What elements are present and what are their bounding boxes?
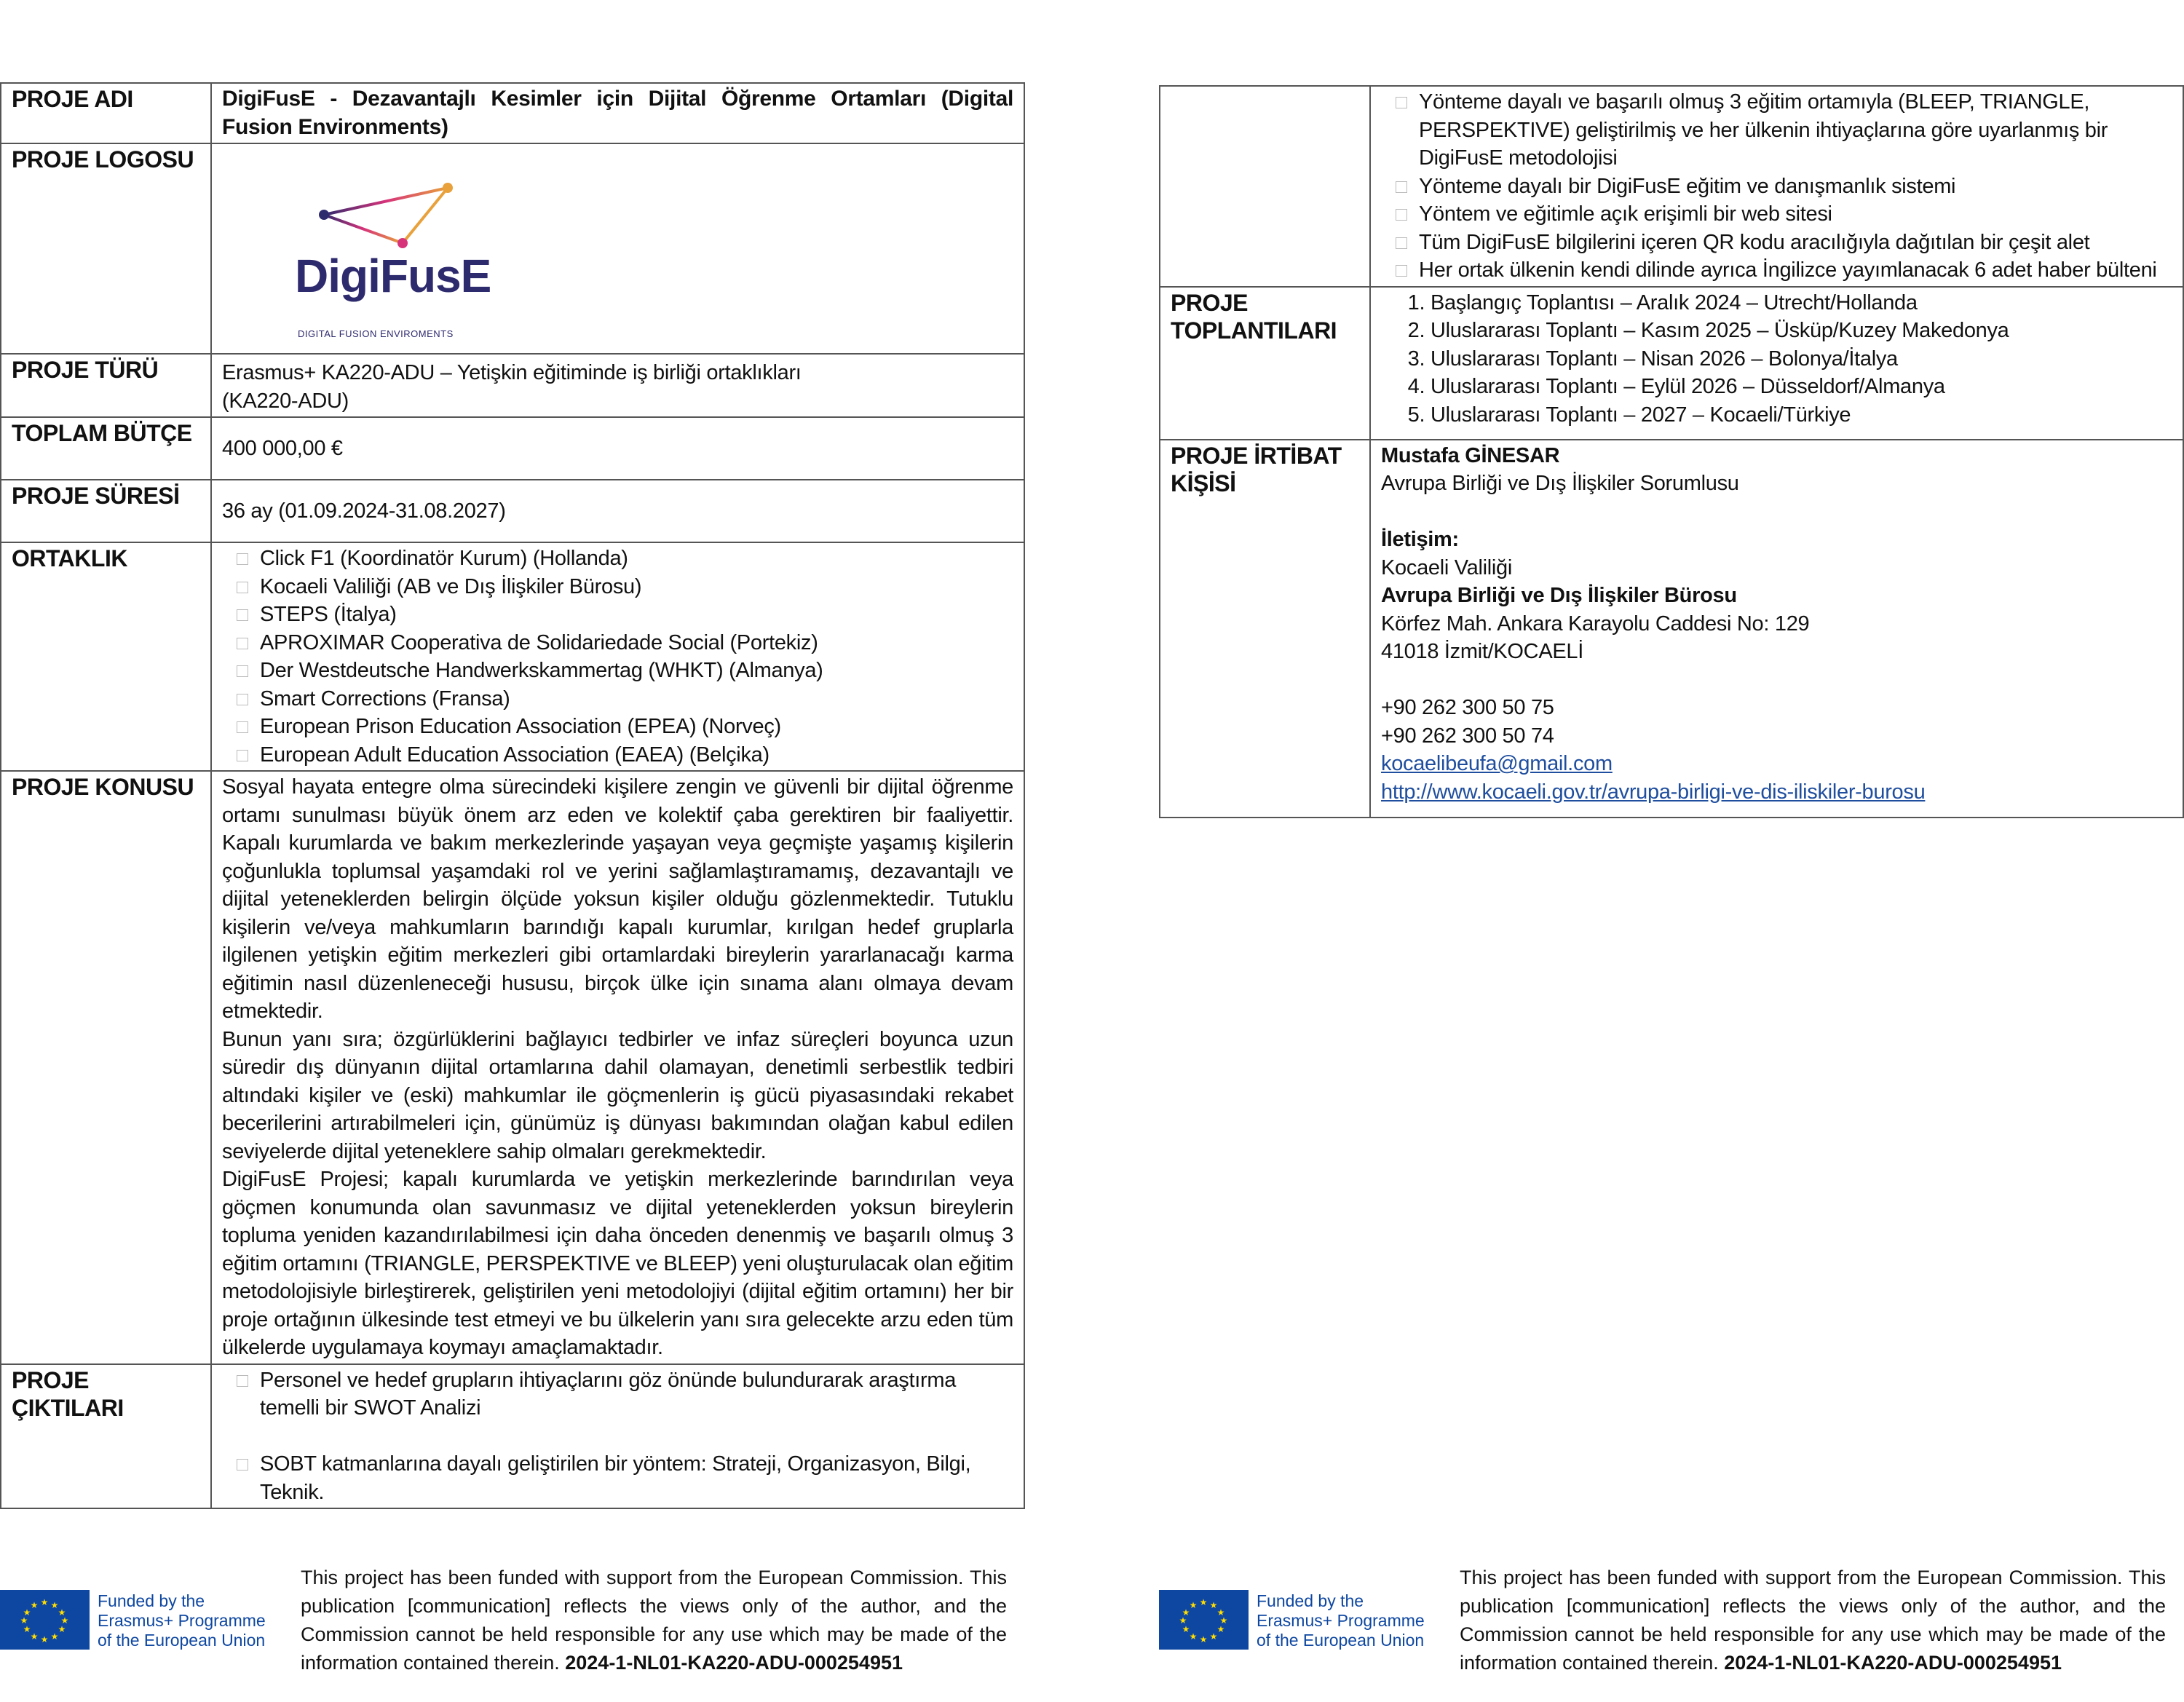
eu-flag-icon	[0, 1590, 90, 1650]
project-logo-label: PROJE LOGOSU	[1, 143, 211, 354]
meetings-label: PROJE TOPLANTILARI	[1160, 287, 1370, 440]
outputs-cell	[211, 1364, 1024, 1509]
subject-paragraph: Sosyal hayata entegre olma sürecindeki kişilere zengin ve güvenli bir dijital öğrenme ortamı sunulması büyük önem arz eden ve kolektif çaba gerektiren bir faaliyettir. Kapalı kurumlarda ve bakım merkezlerinde yaşayan veya geçmişte yaşamış kişilerin çoğunlukla toplumsal yaşamdaki rol ve yerini sağlamlaştıramamış, dezavantajlı ve dijital yeteneklerden belirgin ölçüde yoksun kişiler olduğu gözlenmektedir. Tutuklu kişilerin ve/veya mahkumların barındığı kapalı kurumlar, kırılgan hedef gruplarla ilgilenen yetişkin eğitim merkezleri gibi ortamlardaki bireylerin yararlanacağı karma eğitimin nasıl düzenleneceği hususu, birçok ülke için sınama alanı olmaya devam etmektedir.	[222, 775, 1013, 1023]
list-item: Kocaeli Valiliği (AB ve Dış İlişkiler Bürosu)	[260, 573, 1013, 601]
partnership-label: ORTAKLIK	[1, 542, 211, 771]
disclaimer-body: This project has been funded with support from the European Commission. This publication [communication] reflects the views only of the author, and the Commission cannot be held responsible for any use which may be made of the information contained therein.	[1460, 1567, 2166, 1674]
svg-text:★: ★	[1199, 1634, 1208, 1644]
project-type-label: PROJE TÜRÜ	[1, 354, 211, 417]
eu-label-line: Erasmus+ Programme	[1257, 1611, 1425, 1630]
svg-text:★: ★	[23, 1624, 31, 1634]
budget-value: 400 000,00 €	[211, 417, 1024, 480]
partner-list	[222, 545, 1013, 769]
contact-phone1: +90 262 300 50 75	[1381, 696, 1554, 719]
logo-subtitle: DIGITAL FUSION ENVIROMENTS	[298, 328, 454, 339]
project-type-line1: Erasmus+ KA220-ADU – Yetişkin eğitiminde iş birliği ortaklıkları	[222, 361, 802, 384]
list-item: Tüm DigiFusE bilgilerini içeren QR kodu aracılığıyla dağıtılan bir çeşit alet	[1419, 229, 2172, 257]
list-item: 3. Uluslararası Toplantı – Nisan 2026 – Bolonya/İtalya	[1431, 345, 2172, 373]
svg-text:★: ★	[1182, 1624, 1190, 1634]
list-item: Click F1 (Koordinatör Kurum) (Hollanda)	[260, 545, 1013, 573]
svg-text:★: ★	[40, 1634, 49, 1644]
svg-text:★: ★	[60, 1615, 69, 1626]
list-item: Yöntem ve eğitimle açık erişimli bir web sitesi	[1419, 200, 2172, 229]
contact-website-link[interactable]: http://www.kocaeli.gov.tr/avrupa-birligi-ve-dis-iliskiler-burosu	[1381, 780, 1926, 804]
eu-label-line: Funded by the	[98, 1591, 205, 1610]
duration-value: 36 ay (01.09.2024-31.08.2027)	[211, 480, 1024, 542]
list-item: Yönteme dayalı bir DigiFusE eğitim ve danışmanlık sistemi	[1419, 173, 2172, 201]
eu-label-line: of the European Union	[1257, 1631, 1425, 1650]
disclaimer-text	[301, 1564, 1007, 1677]
list-item: Her ortak ülkenin kendi dilinde ayrıca İngilizce yayımlanacak 6 adet haber bülteni	[1419, 256, 2172, 285]
project-logo-cell	[211, 143, 1024, 354]
footer-left	[0, 1561, 1024, 1699]
svg-text:★: ★	[30, 1600, 39, 1610]
list-item: STEPS (İtalya)	[260, 601, 1013, 629]
contact-phone2: +90 262 300 50 74	[1381, 724, 1554, 748]
list-item: European Adult Education Association (EAEA) (Belçika)	[260, 741, 1013, 769]
partnership-cell	[211, 542, 1024, 771]
subject-cell	[211, 771, 1024, 1364]
svg-text:★: ★	[1182, 1607, 1190, 1618]
list-item: Der Westdeutsche Handwerkskammertag (WHKT) (Almanya)	[260, 657, 1013, 685]
contact-address-line2: 41018 İzmit/KOCAELİ	[1381, 640, 1583, 663]
svg-text:★: ★	[30, 1631, 39, 1642]
eu-stars-icon	[1159, 1590, 1249, 1650]
svg-text:★: ★	[23, 1607, 31, 1618]
project-info-table-left	[0, 82, 1025, 1509]
svg-text:★: ★	[50, 1631, 59, 1642]
svg-text:★: ★	[58, 1607, 66, 1618]
list-item: 4. Uluslararası Toplantı – Eylül 2026 – Düsseldorf/Almanya	[1431, 373, 2172, 401]
contact-address-line1: Körfez Mah. Ankara Karayolu Caddesi No: 129	[1381, 611, 1810, 636]
outputs-continued-list	[1381, 88, 2172, 285]
svg-text:★: ★	[1216, 1607, 1225, 1618]
project-type-line2: (KA220-ADU)	[222, 389, 349, 413]
svg-text:★: ★	[50, 1600, 59, 1610]
list-item: 5. Uluslararası Toplantı – 2027 – Kocaeli/Türkiye	[1431, 401, 2172, 430]
svg-text:★: ★	[1179, 1615, 1187, 1626]
duration-label: PROJE SÜRESİ	[1, 480, 211, 542]
svg-text:★: ★	[1216, 1624, 1225, 1634]
contact-office: Avrupa Birliği ve Dış İlişkiler Bürosu	[1381, 584, 1737, 607]
eu-stars-icon	[0, 1590, 90, 1650]
subject-label: PROJE KONUSU	[1, 771, 211, 1364]
meetings-list	[1381, 289, 2172, 430]
disclaimer-text	[1460, 1564, 2166, 1677]
outputs-label: PROJE ÇIKTILARI	[1, 1364, 211, 1509]
eu-label-line: Funded by the	[1257, 1591, 1364, 1610]
contact-heading: İletişim:	[1381, 528, 1459, 551]
list-item: Yönteme dayalı ve başarılı olmuş 3 eğitim ortamıyla (BLEEP, TRIANGLE, PERSPEKTIVE) geliştirilmiş ve her ülkenin ihtiyaçlarına göre uyarlanmış bir DigiFusE metodolojisi	[1419, 88, 2172, 173]
outputs-continued-label	[1160, 86, 1370, 287]
svg-text:★: ★	[1209, 1600, 1218, 1610]
outputs-continued-cell	[1370, 86, 2183, 287]
svg-text:★: ★	[1189, 1631, 1198, 1642]
list-item: Personel ve hedef grupların ihtiyaçlarını göz önünde bulundurarak araştırma temelli bir SWOT Analizi	[260, 1366, 1013, 1422]
contact-org: Kocaeli Valiliği	[1381, 555, 1513, 579]
eu-funding-label	[1257, 1591, 1425, 1650]
svg-text:★: ★	[1189, 1600, 1198, 1610]
contact-label: PROJE İRTİBAT KİŞİSİ	[1160, 440, 1370, 818]
disclaimer-body: This project has been funded with support from the European Commission. This publication [communication] reflects the views only of the author, and the Commission cannot be held responsible for any use which may be made of the information contained therein.	[301, 1567, 1007, 1674]
svg-text:★: ★	[58, 1624, 66, 1634]
svg-text:★: ★	[40, 1597, 49, 1607]
project-code: 2024-1-NL01-KA220-ADU-000254951	[565, 1652, 903, 1674]
list-item: 1. Başlangıç Toplantısı – Aralık 2024 – Utrecht/Hollanda	[1431, 289, 2172, 317]
subject-paragraph: DigiFusE Projesi; kapalı kurumlarda ve yetişkin merkezlerinde barındırılan veya göçmen konumunda olan savunmasız ve dijital yeteneklerden yoksun bireylerin topluma yeniden kazandırılabilmesi için daha önceden denenmiş ve başarılı olmuş 3 eğitim ortamını (TRIANGLE, PERSPEKTIVE ve BLEEP) yeni oluşturulacak olan eğitim metodolojisiyle birleştirerek, geliştirilen yeni metodolojiyi (dijital eğitim ortamını) her bir proje ortağının ülkesinde test etmeyi ve bu ülkelerin yanı sıra gelecekte arzu eden tüm ülkelerde uygulamaya koymayı amaçlamaktadır.	[222, 1168, 1013, 1359]
project-type-value	[211, 354, 1024, 417]
budget-label: TOPLAM BÜTÇE	[1, 417, 211, 480]
list-item: Smart Corrections (Fransa)	[260, 685, 1013, 713]
list-item: SOBT katmanlarına dayalı geliştirilen bir yöntem: Strateji, Organizasyon, Bilgi, Teknik.	[260, 1450, 1013, 1506]
project-name-label: PROJE ADI	[1, 83, 211, 143]
svg-text:★: ★	[20, 1615, 28, 1626]
eu-flag-icon	[1159, 1590, 1249, 1650]
contact-email-link[interactable]: kocaelibeufa@gmail.com	[1381, 752, 1613, 775]
meetings-cell	[1370, 287, 2183, 440]
eu-label-line: Erasmus+ Programme	[98, 1611, 266, 1630]
list-item: European Prison Education Association (EPEA) (Norveç)	[260, 713, 1013, 741]
footer-right	[1159, 1561, 2183, 1699]
project-code: 2024-1-NL01-KA220-ADU-000254951	[1724, 1652, 2062, 1674]
digifuse-logo	[295, 182, 499, 349]
outputs-list	[222, 1366, 1013, 1507]
contact-name: Mustafa GİNESAR	[1381, 443, 1560, 467]
logo-wordmark: DigiFusE	[295, 250, 491, 302]
list-item: APROXIMAR Cooperativa de Solidariedade Social (Portekiz)	[260, 629, 1013, 657]
project-name-value: DigiFusE - Dezavantajlı Kesimler için Dijital Öğrenme Ortamları (Digital Fusion Environments)	[211, 83, 1024, 143]
eu-label-line: of the European Union	[98, 1631, 266, 1650]
svg-text:★: ★	[1209, 1631, 1218, 1642]
contact-role: Avrupa Birliği ve Dış İlişkiler Sorumlusu	[1381, 472, 1739, 495]
eu-funding-label	[98, 1591, 266, 1650]
contact-cell	[1370, 440, 2183, 818]
subject-paragraph: Bunun yanı sıra; özgürlüklerini bağlayıcı tedbirler ve infaz süreçleri boyunca uzun süredir dış dünyanın dijital ortamlarına dahil olamayan, denetimli serbestlik tedbiri altındaki kişiler ve (eski) mahkumlar ile göçmenlerin iş gücü piyasasındaki rekabet becerilerini artırabilmeleri için, günümüz iş dünyası bakımından olağan kabul edilen seviyelerde dijital yeteneklere sahip olmaları gerekmektedir.	[222, 1027, 1013, 1163]
list-item: 2. Uluslararası Toplantı – Kasım 2025 – Üsküp/Kuzey Makedonya	[1431, 317, 2172, 345]
svg-text:★: ★	[1199, 1597, 1208, 1607]
svg-text:★: ★	[1219, 1615, 1228, 1626]
project-info-table-right	[1159, 85, 2184, 818]
